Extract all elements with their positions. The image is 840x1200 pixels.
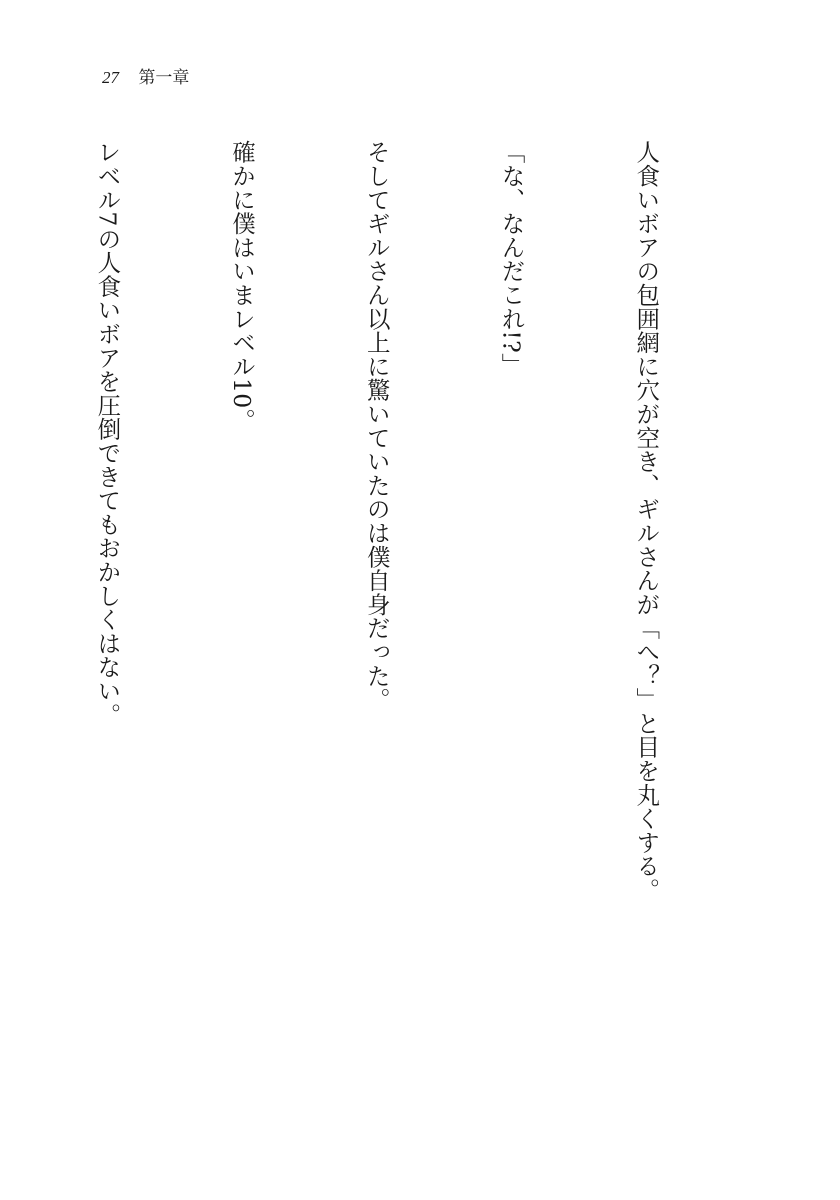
- text-line: 人食いボアの包囲網に穴が空き、ギルさんが「へ？」と目を丸くする。: [632, 140, 661, 902]
- page-number: 27: [102, 68, 119, 87]
- chapter-title: 第一章: [138, 68, 190, 88]
- running-header: [102, 66, 189, 90]
- text-line: 確かに僕はいまレベル10。: [228, 140, 257, 433]
- text-line: 「な、なんだこれ!?」: [497, 140, 526, 377]
- text-line: そしてギルさん以上に驚いていたのは僕自身だった。: [362, 140, 391, 712]
- text-line: レベル7の人食いボアを圧倒できてもおかしくはない。: [93, 140, 122, 727]
- novel-body-text: [94, 140, 758, 1160]
